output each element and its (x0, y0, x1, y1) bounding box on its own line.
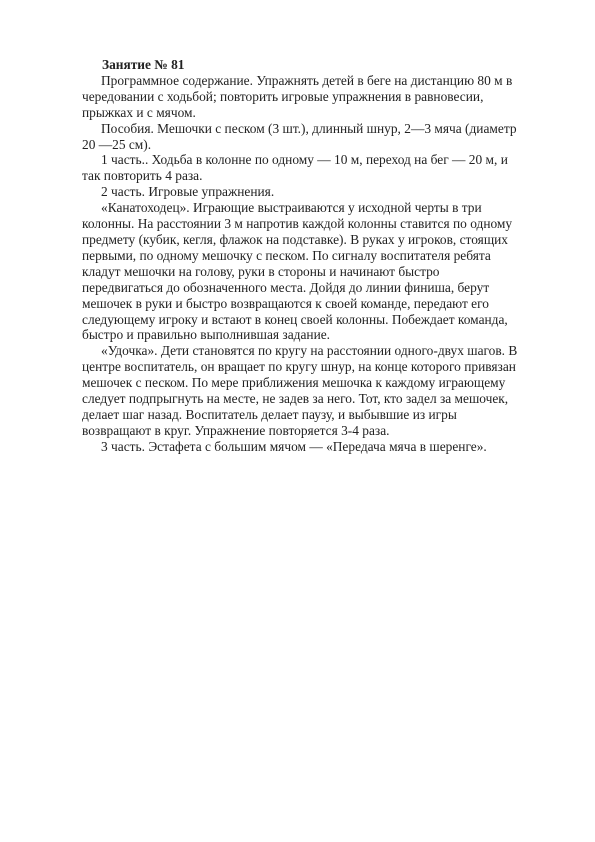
paragraph-game-tightrope-walker: «Канатоходец». Играющие выстраиваются у исходной черты в три колонны. На расстоянии 3 м напротив каждой колонны ставится по одному предмету (кубик, кегля, флажок на подставке). В руках у игроков, стоящих первыми, по одному мешочку с песком. По сигналу воспитателя ребята кладут мешочки на голову, руки в стороны и начинают быстро передвигаться до обозначенного места. Дойдя до линии финиша, берут мешочек в руки и быстро возвращаются к своей команде, передают его следующему игроку и встают в конец своей колонны. Побеждает команда, быстро и правильно выполнившая задание. (82, 200, 513, 343)
lesson-title: Занятие № 81 (102, 57, 185, 72)
paragraph-part-2-heading: 2 часть. Игровые упражнения. (101, 184, 275, 200)
paragraph-program-content: Программное содержание. Упражнять детей в беге на дистанцию 80 м в чередовании с ходьбой; повторить игровые упражнения в равновесии, прыжках и с мячом. (82, 72, 513, 120)
paragraph-game-fishing-rod: «Удочка». Дети становятся по кругу на расстоянии одного-двух шагов. В центре воспитатель, он вращает по кругу шнур, на конце которого привязан мешочек с песком. По мере приближения мешочка к каждому играющему следует подпрыгнуть на месте, не задев за него. Тот, кто задел за мешочек, делает шаг назад. Воспитатель делает паузу, и выбывшие из игры возвращают в круг. Упражнение повторяется 3-4 раза. (82, 343, 518, 438)
paragraph-part-1: 1 часть.. Ходьба в колонне по одному — 10 м, переход на бег — 20 м, и так повторить 4 раза. (82, 152, 508, 184)
paragraph-equipment: Пособия. Мешочки с песком (3 шт.), длинный шнур, 2—3 мяча (диаметр 20 —25 см). (82, 120, 517, 152)
document-body (82, 57, 522, 455)
paragraph-part-3: 3 часть. Эстафета с большим мячом — «Передача мяча в шеренге». (101, 438, 487, 454)
